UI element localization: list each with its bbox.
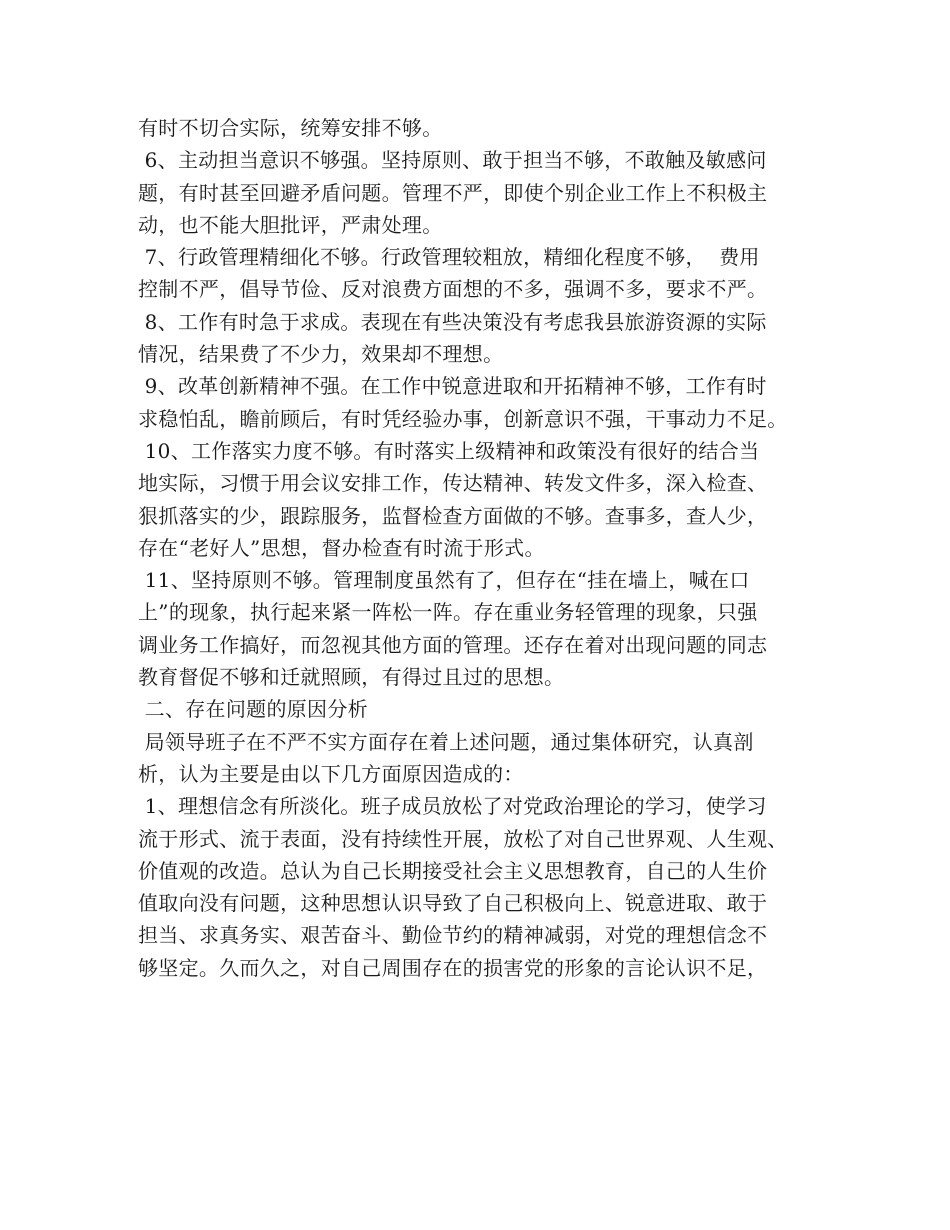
- text-line: 教育督促不够和迁就照顾，有得过且过的思想。: [138, 665, 565, 690]
- text-line: 担当、求真务实、艰苦奋斗、勤俭节约的精神减弱，对党的理想信念不: [138, 923, 768, 948]
- text-line: 8、工作有时急于求成。表现在有些决策没有考虑我县旅游资源的实际: [138, 309, 767, 334]
- text-line: 9、改革创新精神不强。在工作中锐意进取和开拓精神不够，工作有时: [138, 374, 767, 399]
- paragraph: [138, 241, 838, 306]
- paragraph: [138, 693, 838, 725]
- text-line: 析，认为主要是由以下几方面原因造成的：: [138, 761, 524, 786]
- paragraph: [138, 435, 838, 564]
- text-line: 1、理想信念有所淡化。班子成员放松了对党政治理论的学习，使学习: [138, 794, 767, 819]
- paragraph: [138, 726, 838, 791]
- text-line: 狠抓落实的少，跟踪服务，监督检查方面做的不够。查事多，查人少，: [138, 503, 768, 528]
- text-line: 二、存在问题的原因分析: [138, 697, 368, 722]
- text-line: 10、工作落实力度不够。有时落实上级精神和政策没有很好的结合当: [138, 438, 760, 463]
- text-line: 有时不切合实际，统筹安排不够。: [138, 116, 443, 140]
- document-body: [138, 112, 838, 984]
- paragraph: [138, 370, 838, 435]
- text-line: 够坚定。久而久之，对自己周围存在的损害党的形象的言论认识不足，: [138, 955, 768, 980]
- text-line: 11、坚持原则不够。管理制度虽然有了，但存在“挂在墙上，喊在口: [138, 568, 750, 593]
- text-line: 局领导班子在不严不实方面存在着上述问题，通过集体研究，认真剖: [138, 729, 754, 754]
- paragraph: [138, 112, 838, 144]
- paragraph: [138, 564, 838, 693]
- text-line: 6、主动担当意识不够强。坚持原则、敢于担当不够，不敢触及敏感问: [138, 148, 767, 173]
- text-line: 调业务工作搞好，而忽视其他方面的管理。还存在着对出现问题的同志: [138, 632, 768, 657]
- text-line: 值取向没有问题，这种思想认识导致了自己积极向上、锐意进取、敢于: [138, 891, 768, 916]
- paragraph: [138, 144, 838, 241]
- text-line: 地实际，习惯于用会议安排工作，传达精神、转发文件多，深入检查、: [138, 471, 768, 496]
- text-line: 动，也不能大胆批评，严肃处理。: [138, 212, 443, 237]
- text-line: 题，有时甚至回避矛盾问题。管理不严，即使个别企业工作上不积极主: [138, 180, 768, 205]
- text-line: 求稳怕乱，瞻前顾后，有时凭经验办事，创新意识不强，干事动力不足。: [138, 406, 788, 431]
- text-line: 情况，结果费了不少力，效果却不理想。: [138, 342, 504, 367]
- text-line: 控制不严，倡导节俭、反对浪费方面想的不多，强调不多，要求不严。: [138, 277, 768, 302]
- text-line: 存在“老好人”思想，督办检查有时流于形式。: [138, 535, 545, 560]
- text-line: 流于形式、流于表面，没有持续性开展，放松了对自己世界观、人生观、: [138, 826, 788, 851]
- paragraph: [138, 790, 838, 984]
- paragraph: [138, 306, 838, 371]
- text-line: 价值观的改造。总认为自己长期接受社会主义思想教育，自己的人生价: [138, 858, 768, 883]
- text-line: 7、行政管理精细化不够。行政管理较粗放，精细化程度不够， 费用: [138, 245, 760, 270]
- text-line: 上”的现象，执行起来紧一阵松一阵。存在重业务轻管理的现象，只强: [138, 600, 758, 625]
